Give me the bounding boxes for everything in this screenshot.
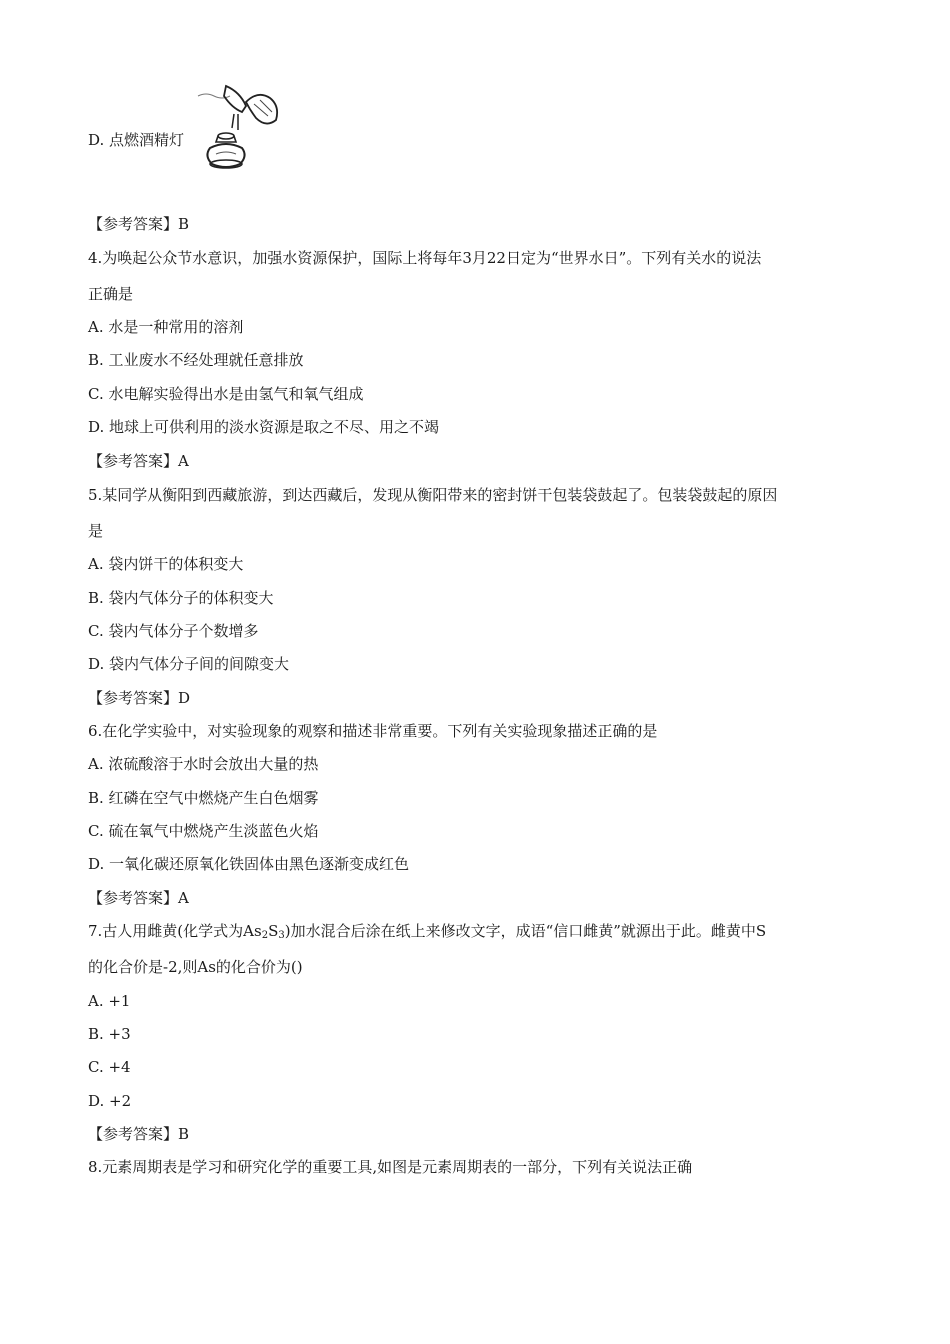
q7-subscript-3: 3 <box>278 930 285 941</box>
q3-answer: 【参考答案】B <box>88 215 190 233</box>
q4-option-c: C. 水电解实验得出水是由氢气和氧气组成 <box>88 385 364 403</box>
q7-option-c: C. +4 <box>88 1058 131 1076</box>
q7-stem-line1 <box>88 921 766 946</box>
q7-option-b: B. +3 <box>88 1025 131 1043</box>
q7-stem-line2: 的化合价是-2,则As的化合价为() <box>88 958 303 976</box>
q4-stem-line1: 4.为唤起公众节水意识，加强水资源保护，国际上将每年3月22日定为“世界水日”。下列有关水的说法 <box>88 249 762 267</box>
q6-option-b: B. 红磷在空气中燃烧产生白色烟雾 <box>88 789 319 807</box>
q4-stem-line2: 正确是 <box>88 285 134 303</box>
q7-stem-part1: 7.古人用雌黄(化学式为As <box>88 922 262 940</box>
q5-stem-line1: 5.某同学从衡阳到西藏旅游，到达西藏后，发现从衡阳带来的密封饼干包装袋鼓起了。包装袋鼓起的原因 <box>88 486 778 504</box>
q6-option-d: D. 一氧化碳还原氧化铁固体由黑色逐渐变成红色 <box>88 855 410 873</box>
q5-stem-line2: 是 <box>88 522 104 540</box>
q6-answer: 【参考答案】A <box>88 889 189 907</box>
q8-stem-line1: 8.元素周期表是学习和研究化学的重要工具,如图是元素周期表的一部分，下列有关说法正确 <box>88 1158 693 1176</box>
q7-stem-part2: S <box>268 922 279 940</box>
q7-subscript-2: 2 <box>261 930 269 941</box>
q6-option-c: C. 硫在氧气中燃烧产生淡蓝色火焰 <box>88 822 319 840</box>
q5-option-b: B. 袋内气体分子的体积变大 <box>88 589 274 607</box>
q5-answer: 【参考答案】D <box>88 689 191 707</box>
q7-option-a: A. +1 <box>88 992 131 1010</box>
q6-stem-line1: 6.在化学实验中，对实验现象的观察和描述非常重要。下列有关实验现象描述正确的是 <box>88 722 658 740</box>
q4-option-d: D. 地球上可供利用的淡水资源是取之不尽、用之不竭 <box>88 418 440 436</box>
q6-option-a: A. 浓硫酸溶于水时会放出大量的热 <box>88 755 319 773</box>
q3-option-d: D. 点燃酒精灯 <box>88 131 185 149</box>
q5-option-a: A. 袋内饼干的体积变大 <box>88 555 244 573</box>
q4-option-a: A. 水是一种常用的溶剂 <box>88 318 244 336</box>
q4-answer: 【参考答案】A <box>88 452 189 470</box>
q7-answer: 【参考答案】B <box>88 1125 190 1143</box>
q7-stem-part3: )加水混合后涂在纸上来修改文字，成语“信口雌黄”就源出于此。雌黄中S <box>284 922 767 940</box>
alcohol-lamp-lighting-illustration <box>196 84 286 176</box>
q4-option-b: B. 工业废水不经处理就任意排放 <box>88 351 304 369</box>
q5-option-d: D. 袋内气体分子间的间隙变大 <box>88 655 290 673</box>
q5-option-c: C. 袋内气体分子个数增多 <box>88 622 259 640</box>
q7-option-d: D. +2 <box>88 1092 132 1110</box>
